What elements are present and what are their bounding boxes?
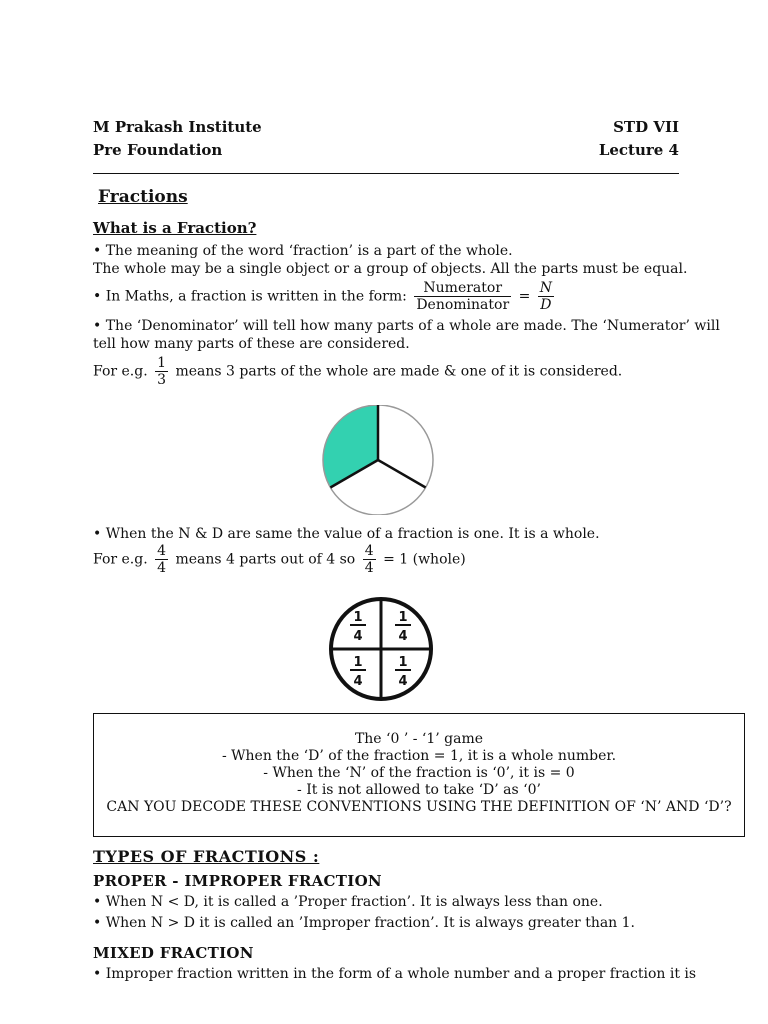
fraction-numerator: 1 (157, 355, 167, 371)
example-four-fourths (93, 543, 466, 576)
quarter-denominator: 4 (353, 629, 363, 644)
fraction-numerator: 4 (364, 543, 374, 559)
quarters-circle-diagram (326, 596, 438, 702)
example-text: means 4 parts out of 4 so (175, 551, 356, 568)
section-heading-types: TYPES OF FRACTIONS : (93, 847, 320, 866)
fraction-n: N (539, 280, 553, 296)
formula-prefix: • In Maths, a fraction is written in the form: (93, 288, 407, 305)
course-name: Pre Foundation (93, 141, 223, 159)
box-title: The ‘0 ’ - ‘1’ game (354, 731, 484, 747)
quarter-denominator: 4 (398, 674, 408, 689)
subsection-heading-mixed: MIXED FRACTION (93, 944, 254, 962)
quarter-denominator: 4 (353, 674, 363, 689)
example-text: means 3 parts of the whole are made & one of it is considered. (175, 363, 623, 380)
one-third-fraction (155, 355, 168, 388)
formula-line (93, 280, 557, 313)
zero-one-game-box (93, 713, 745, 837)
box-rule-line: - It is not allowed to take ‘D’ as ‘0’ (297, 782, 541, 798)
four-fourths-fraction (155, 543, 168, 576)
pie-divider (378, 460, 426, 488)
fraction-denominator: 4 (364, 560, 374, 577)
fraction-numerator: Numerator (414, 280, 511, 297)
example-one-third (93, 355, 622, 388)
example-text: = 1 (whole) (383, 551, 466, 568)
institute-name: M Prakash Institute (93, 118, 262, 136)
quarter-numerator: 1 (353, 655, 363, 670)
paragraph-line: • Improper fraction written in the form of a whole number and a proper fraction it is (93, 966, 697, 982)
quarter-numerator: 1 (353, 610, 363, 625)
paragraph-line: • When N > D it is called an ’Improper fraction’. It is always greater than 1. (93, 915, 636, 931)
equals-sign: = (518, 288, 531, 305)
example-prefix: For e.g. (93, 363, 148, 380)
paragraph-line: tell how many parts of these are considered. (93, 336, 410, 352)
numerator-denominator-fraction (414, 280, 511, 313)
box-question: CAN YOU DECODE THESE CONVENTIONS USING THE DEFINITION OF ‘N’ AND ‘D’? (106, 799, 732, 815)
section-heading-what-is: What is a Fraction? (93, 219, 257, 237)
fraction-denominator: Denominator (416, 297, 510, 314)
fraction-d: D (540, 297, 552, 314)
subsection-heading-proper: PROPER - IMPROPER FRACTION (93, 872, 382, 890)
quarter-numerator: 1 (398, 655, 408, 670)
paragraph-line: • When N < D, it is called a ’Proper fraction’. It is always less than one. (93, 894, 603, 910)
fraction-denominator: 3 (157, 372, 167, 389)
fraction-numerator: 4 (157, 543, 167, 559)
four-fourths-fraction (363, 543, 376, 576)
quarter-numerator: 1 (398, 610, 408, 625)
quarter-denominator: 4 (398, 629, 408, 644)
box-rule-line: - When the ‘D’ of the fraction = 1, it is a whole number. (221, 748, 617, 764)
std-label: STD VII (613, 118, 679, 136)
one-third-pie-diagram (318, 405, 438, 515)
paragraph-line: • When the N & D are same the value of a fraction is one. It is a whole. (93, 526, 600, 542)
page-title: Fractions (98, 187, 188, 207)
n-over-d-fraction (538, 280, 554, 313)
paragraph-line: • The meaning of the word ‘fraction’ is a part of the whole. (93, 243, 513, 259)
example-prefix: For e.g. (93, 551, 148, 568)
box-rule-line: - When the ‘N’ of the fraction is ‘0’, it is = 0 (263, 765, 575, 781)
header-rule (93, 173, 679, 174)
fraction-denominator: 4 (157, 560, 167, 577)
paragraph-line: • The ‘Denominator’ will tell how many parts of a whole are made. The ‘Numerator’ will (93, 318, 720, 334)
paragraph-line: The whole may be a single object or a group of objects. All the parts must be equal. (93, 261, 688, 277)
lecture-label: Lecture 4 (598, 141, 679, 159)
